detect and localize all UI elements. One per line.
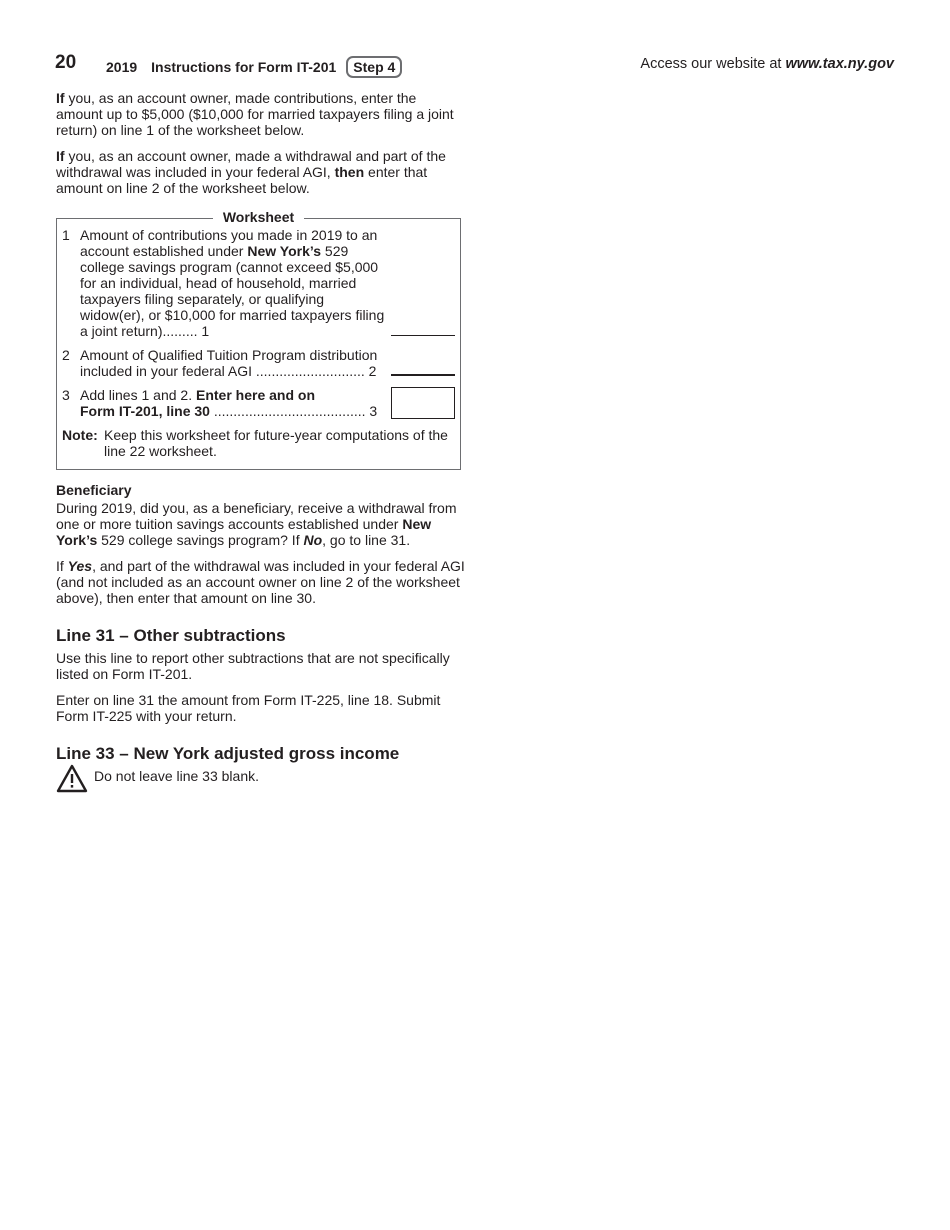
beneficiary-paragraph-2 xyxy=(56,558,466,606)
line-3-text xyxy=(80,387,391,419)
line-2-entry[interactable] xyxy=(391,347,455,379)
line-31-paragraph-1: Use this line to report other subtractions that are not specifically listed on Form IT-201. xyxy=(56,650,450,682)
note-text: Keep this worksheet for future-year computations of the line 22 worksheet. xyxy=(104,427,448,459)
line-1-text xyxy=(80,227,391,339)
page-number: 20 xyxy=(55,52,77,73)
header-year: 2019 xyxy=(106,59,138,75)
ben-text-a: During 2019, did you, as a beneficiary, receive a withdrawal from one or more tuition savings accounts established under xyxy=(56,500,457,532)
intro-text-1: you, as an account owner, made contributions, enter the amount up to $5,000 ($10,000 for married taxpayers filing a joint return) on line 1 of the worksheet below. xyxy=(56,90,454,138)
line-33-heading: Line 33 – New York adjusted gross income xyxy=(56,744,400,763)
line-1-text-b: 529 college savings program (cannot exceed $5,000 for an individual, head of household, married taxpayers filing separately, or qualifying widow(er), or $10,000 for married taxpayers filing a joint return)......... 1 xyxy=(80,243,385,339)
beneficiary-paragraph-1 xyxy=(56,500,466,548)
worksheet-note xyxy=(62,427,455,459)
intro-text-2b: enter that amount on line 2 of the worksheet below. xyxy=(56,164,428,196)
intro-paragraph-1 xyxy=(56,90,466,138)
worksheet-line-3 xyxy=(62,387,455,419)
worksheet-title-text: Worksheet xyxy=(213,209,304,225)
header-form-title: Instructions for Form IT-201 xyxy=(151,59,337,75)
line-1-number: 1 xyxy=(62,227,70,243)
ben-no: No xyxy=(303,532,323,548)
warning-icon xyxy=(56,764,88,794)
website-link[interactable]: www.tax.ny.gov xyxy=(785,56,894,72)
beneficiary-heading: Beneficiary xyxy=(56,482,132,498)
intro-if-2: If xyxy=(56,148,65,164)
ben-yes: Yes xyxy=(67,558,93,574)
line-2-text: Amount of Qualified Tuition Program distribution included in your federal AGI ............................ 2 xyxy=(80,347,378,379)
note-label: Note: xyxy=(62,427,98,443)
intro-if-1: If xyxy=(56,90,65,106)
line-3-bold-2: Form IT-201, line 30 xyxy=(80,403,210,419)
line-1-entry[interactable] xyxy=(391,227,455,339)
website-prefix: Access our website at xyxy=(640,56,786,72)
line-33-warning-text: Do not leave line 33 blank. xyxy=(94,768,259,784)
worksheet-title xyxy=(57,209,460,225)
intro-paragraph-2 xyxy=(56,148,466,196)
header-title xyxy=(106,56,402,78)
intro-then: then xyxy=(334,164,365,180)
ben-text-b: 529 college savings program? If xyxy=(97,532,304,548)
website-notice xyxy=(640,56,894,72)
step-badge: Step 4 xyxy=(346,56,402,78)
line-3-entry[interactable] xyxy=(391,387,455,419)
line-2-number: 2 xyxy=(62,347,70,363)
line-31-paragraph-2: Enter on line 31 the amount from Form IT-225, line 18. Submit Form IT-225 with your return. xyxy=(56,692,441,724)
line-3-number: 3 xyxy=(62,387,70,403)
line-3-bold-1: Enter here and on xyxy=(195,387,316,403)
ben-bold: New York’s xyxy=(56,516,432,548)
ben2-text-b: , and part of the withdrawal was included in your federal AGI (and not included as an account owner on line 2 of the worksheet above), then enter that amount on line 30. xyxy=(56,558,465,606)
line-3-text-a: Add lines 1 and 2. xyxy=(80,387,196,403)
line-33-warning xyxy=(56,768,466,794)
line-1-text-a: Amount of contributions you made in 2019 to an account established under xyxy=(80,227,378,259)
worksheet-line-1 xyxy=(62,227,455,339)
line-3-text-b: ....................................... 3 xyxy=(209,403,378,419)
ben2-text-a: If xyxy=(56,558,68,574)
line-31-heading: Line 31 – Other subtractions xyxy=(56,626,286,645)
worksheet-line-2 xyxy=(62,347,455,379)
ben-text-c: , go to line 31. xyxy=(322,532,411,548)
line-1-bold: New York’s xyxy=(247,243,322,259)
intro-text-2a: you, as an account owner, made a withdrawal and part of the withdrawal was included in your federal AGI, xyxy=(56,148,446,180)
worksheet xyxy=(56,209,461,470)
main-column xyxy=(56,90,466,794)
